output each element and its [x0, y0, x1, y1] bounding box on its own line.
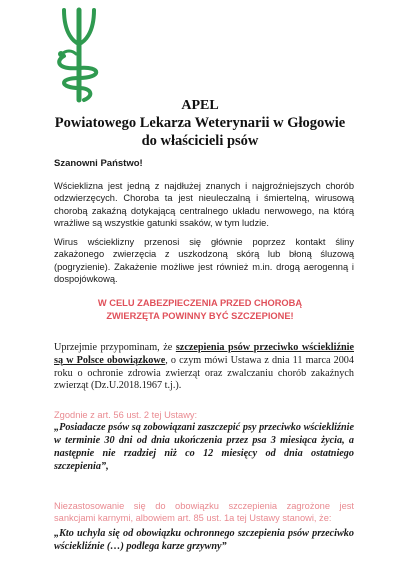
paragraph-transmission: Wirus wścieklizny przenosi się głównie poprzez kontakt śliny zakażonego zwierzęcia z uszkodzoną skórą lub błoną śluzową (pogryzienie). Zakażenie możliwe jest również m.in. drogą aerogenną i dospojówkową. [54, 237, 354, 285]
paragraph-article-56 [54, 409, 354, 474]
vaccination-warning [0, 297, 400, 323]
paragraph-sanctions [54, 500, 354, 553]
veterinary-caduceus-logo [44, 4, 114, 106]
title-authority: Powiatowego Lekarza Weterynarii w Głogowie [54, 115, 346, 131]
warning-line-2: ZWIERZĘTA POWINNY BYĆ SZCZEPIONE! [106, 311, 294, 321]
title-recipients: do właścicieli psów [141, 133, 259, 149]
article-56-lead: Zgodnie z art. 56 ust. 2 tej Ustawy: [54, 410, 198, 420]
sanctions-lead: Niezastosowanie się do obowiązku szczepienia zagrożone jest sankcjami karnymi, albowiem art. 85 ust. 1a tej Ustawy stanowi, że: [54, 501, 354, 524]
warning-line-1: W CELU ZABEZPIECZENIA PRZED CHOROBĄ [97, 298, 303, 308]
obligation-intro: Uprzejmie przypominam, że [54, 342, 176, 353]
appeal-title [0, 97, 400, 150]
title-apel: APEL [181, 98, 219, 113]
paragraph-obligation [54, 342, 354, 393]
obligation-emphasis: szczepienia psów przeciwko wściekliźnie są w Polsce obowiązkowe [54, 342, 354, 366]
paragraph-disease-info: Wścieklizna jest jedną z najdłużej znanych i najgroźniejszych chorób odzwierzęcych. Choroba ta jest nieuleczalną i śmiertelną, wirusową chorobą zakaźną dotykającą centralnego układu nerwowego, na którą wrażliwe są wszystkie gatunki ssaków, w tym ludzie. [54, 181, 354, 229]
sanctions-quote: „Kto uchyla się od obowiązku ochronnego szczepienia psów przeciwko wściekliźnie (…) podlega karze grzywny” [54, 527, 354, 552]
article-56-quote: „Posiadacze psów są zobowiązani zaszczepić psy przeciwko wściekliźnie w terminie 30 dni od dnia ukończenia przez psa 3 miesiąca życia, a następnie nie rzadziej niż co 12 miesięcy od dnia ostatniego szczepienia”, [54, 422, 354, 472]
obligation-rest: , o czym mówi Ustawa z dnia 11 marca 2004 roku o ochronie zdrowia zwierząt oraz zwalczaniu chorób zakaźnych zwierząt (Dz.U.2018.1967 t.j.). [54, 354, 354, 392]
salutation: Szanowni Państwo! [54, 158, 143, 169]
